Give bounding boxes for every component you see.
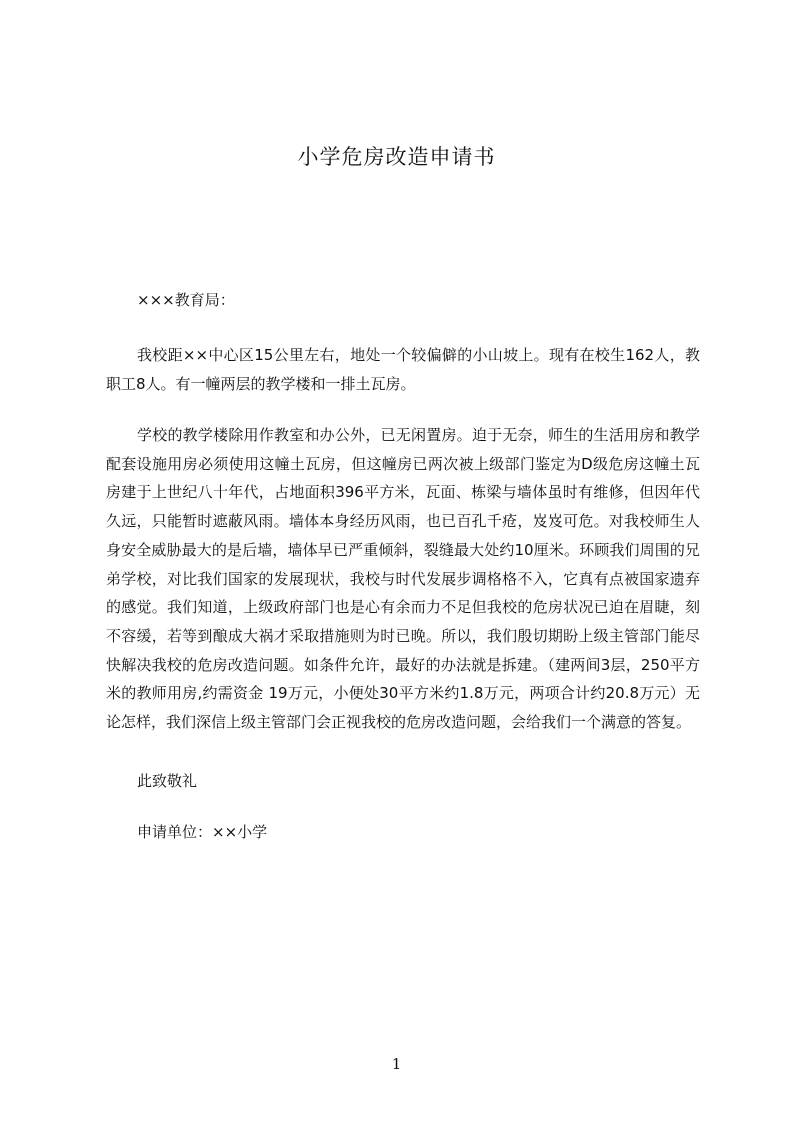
salutation: ×××教育局： bbox=[137, 291, 235, 309]
body-paragraph-2: 学校的教学楼除用作教室和办公外，已无闲置房。迫于无奈，师生的生活用房和教学配套设施用房必须使用这幢土瓦房，但这幢房已两次被上级部门鉴定为D级危房这幢土瓦房建于上世纪八十年代，占地面积396平方米，瓦面、栋梁与墙体虽时有维修，但因年代久远，只能暂时遮蔽风雨。墙体本身经历风雨，也已百孔千疮，岌岌可危。对我校师生人身安全威胁最大的是后墙，墙体早已严重倾斜，裂缝最大处约10厘米。环顾我们周围的兄弟学校，对比我们国家的发展现状，我校与时代发展步调格格不入，它真有点被国家遗弃的感觉。我们知道，上级政府部门也是心有余而力不足但我校的危房状况已迫在眉睫，刻不容缓，若等到酿成大祸才采取措施则为时已晚。所以，我们殷切期盼上级主管部门能尽快解决我校的危房改造问题。如条件允许，最好的办法就是拆建。（建两间3层，250平方米的教师用房,约需资金 19万元，小便处30平方米约1.8万元，两项合计约20.8万元）无论怎样，我们深信上级主管部门会正视我校的危房改造问题，会给我们一个满意的答复。 bbox=[106, 426, 700, 732]
applicant-signature: 申请单位：××小学 bbox=[137, 823, 268, 841]
document-title: 小学危房改造申请书 bbox=[297, 145, 496, 169]
closing-greeting: 此致敬礼 bbox=[137, 772, 198, 790]
body-paragraph-1: 我校距××中心区15公里左右，地处一个较偏僻的小山坡上。现有在校生162人，教职工8人。有一幢两层的教学楼和一排土瓦房。 bbox=[106, 346, 700, 393]
page-number: 1 bbox=[391, 1055, 402, 1073]
